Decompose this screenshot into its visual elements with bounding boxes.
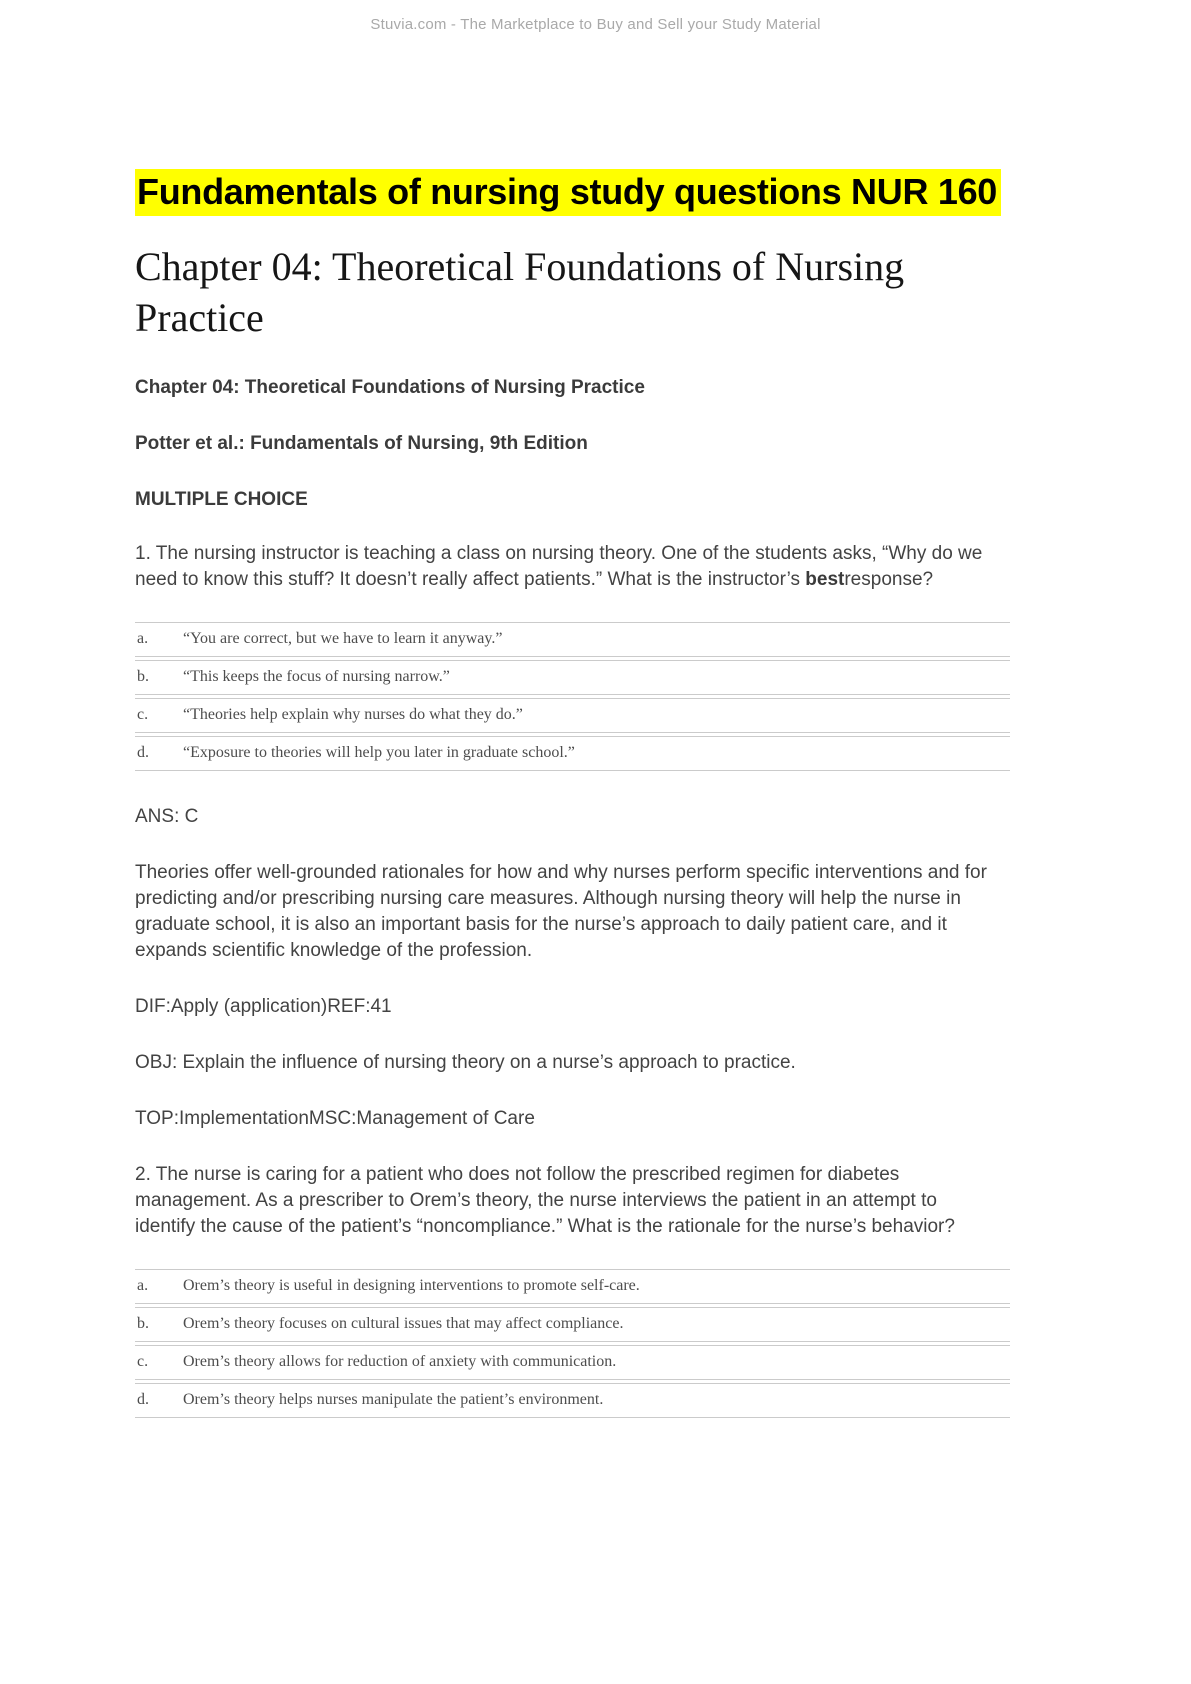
- option-text: Orem’s theory helps nurses manipulate the patient’s environment.: [183, 1383, 1010, 1418]
- option-row: [135, 1383, 1010, 1418]
- option-row: [135, 736, 1010, 771]
- question-2-options-table: [135, 1266, 1010, 1421]
- question-2-text: 2. The nurse is caring for a patient who does not follow the prescribed regimen for diabetes management. As a prescriber to Orem’s theory, the nurse interviews the patient in an attempt to identify the cause of the patient’s “noncompliance.” What is the rationale for the nurse’s behavior?: [135, 1163, 955, 1237]
- question-1-text-start: 1. The nursing instructor is teaching a class on nursing theory. One of the students asks, “Why do we need to know this stuff? It doesn’t really affect patients.” What is the instructor’s: [135, 542, 983, 590]
- chapter-subheading: Chapter 04: Theoretical Foundations of Nursing Practice: [135, 376, 645, 398]
- section-label: MULTIPLE CHOICE: [135, 488, 308, 510]
- document-body: [135, 0, 1010, 1421]
- edition-line: Potter et al.: Fundamentals of Nursing, 9th Edition: [135, 432, 588, 454]
- option-row: [135, 1345, 1010, 1380]
- question-1-text-end: response?: [844, 568, 934, 590]
- option-letter: a.: [135, 1269, 183, 1304]
- obj-line: OBJ: Explain the influence of nursing theory on a nurse’s approach to practice.: [135, 1051, 796, 1073]
- option-text: “This keeps the focus of nursing narrow.”: [183, 660, 1010, 695]
- option-letter: b.: [135, 1307, 183, 1342]
- option-text: Orem’s theory focuses on cultural issues that may affect compliance.: [183, 1307, 1010, 1342]
- top-line: TOP:ImplementationMSC:Management of Care: [135, 1107, 535, 1129]
- dif-line: DIF:Apply (application)REF:41: [135, 995, 392, 1017]
- option-letter: d.: [135, 1383, 183, 1418]
- option-text: “You are correct, but we have to learn it anyway.”: [183, 622, 1010, 657]
- question-1-bold-word: best: [805, 568, 845, 590]
- option-letter: c.: [135, 1345, 183, 1380]
- option-row: [135, 698, 1010, 733]
- document-title: [135, 168, 1010, 217]
- option-text: “Theories help explain why nurses do what they do.”: [183, 698, 1010, 733]
- option-letter: a.: [135, 622, 183, 657]
- option-text: Orem’s theory is useful in designing interventions to promote self-care.: [183, 1269, 1010, 1304]
- question-1-text: [135, 541, 995, 593]
- option-row: [135, 1307, 1010, 1342]
- option-letter: d.: [135, 736, 183, 771]
- option-text: “Exposure to theories will help you later in graduate school.”: [183, 736, 1010, 771]
- option-letter: c.: [135, 698, 183, 733]
- option-row: [135, 1269, 1010, 1304]
- option-row: [135, 660, 1010, 695]
- option-row: [135, 622, 1010, 657]
- chapter-heading: Chapter 04: Theoretical Foundations of Nursing Practice: [135, 243, 905, 340]
- site-watermark-header: Stuvia.com - The Marketplace to Buy and Sell your Study Material: [370, 16, 821, 33]
- option-letter: b.: [135, 660, 183, 695]
- highlighted-title-text: Fundamentals of nursing study questions NUR 160: [135, 169, 1001, 216]
- question-1-options-table: [135, 619, 1010, 774]
- answer-line: ANS: C: [135, 805, 199, 827]
- option-text: Orem’s theory allows for reduction of anxiety with communication.: [183, 1345, 1010, 1380]
- rationale-paragraph: Theories offer well-grounded rationales for how and why nurses perform specific interventions and for predicting and/or prescribing nursing care measures. Although nursing theory will help the nurse in graduate school, it is also an important basis for the nurse’s approach to daily patient care, and it expands scientific knowledge of the profession.: [135, 861, 987, 961]
